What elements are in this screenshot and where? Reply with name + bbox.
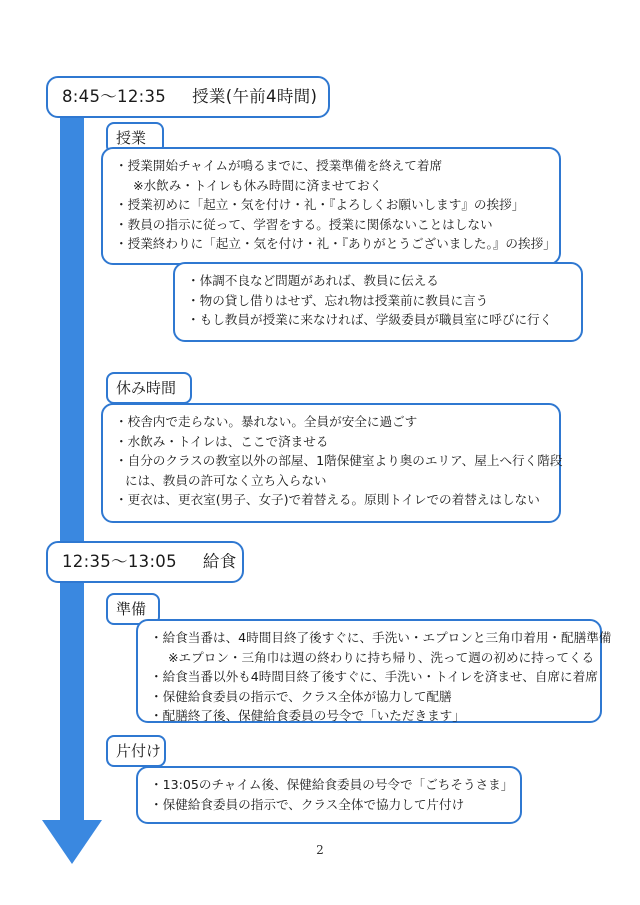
- rule-line: ・授業終わりに「起立・気を付け・礼・『ありがとうございました。』の挨拶」: [115, 236, 556, 251]
- period-morning: [46, 76, 330, 118]
- period-label: 給食: [202, 552, 237, 571]
- section-title-junbi: 準備: [106, 593, 160, 625]
- rule-note: ※水飲み・トイレも休み時間に済ませておく: [133, 177, 383, 193]
- rule-line: ・物の貸し借りはせず、忘れ物は授業前に教員に言う: [187, 292, 489, 308]
- rule-line: ・教員の指示に従って、学習をする。授業に関係ないことはしない: [115, 216, 493, 232]
- yasumi-rules: [101, 403, 561, 523]
- jugyo-extra-rules: [173, 262, 583, 342]
- rule-line: ・校舎内で走らない。暴れない。全員が安全に過ごす: [115, 414, 418, 429]
- jugyo-rules: [101, 147, 561, 265]
- rule-line: ・保健給食委員の指示で、クラス全体が協力して配膳: [150, 688, 452, 704]
- rule-line: ・水飲み・トイレは、ここで済ませる: [115, 433, 329, 449]
- section-title-jugyo: 授業: [106, 122, 164, 154]
- period-time: 12:35～13:05: [62, 552, 177, 571]
- rule-note: ※エプロン・三角巾は週の終わりに持ち帰り、洗って週の初めに持ってくる: [168, 649, 595, 665]
- period-label: 授業(午前4時間): [192, 87, 318, 106]
- period-lunch: [46, 541, 244, 583]
- rule-line: ・給食当番は、4時間目終了後すぐに、手洗い・エプロンと三角巾着用・配膳準備: [150, 630, 612, 645]
- rule-line: ・13:05のチャイム後、保健給食委員の号令で「ごちそうさま」: [150, 777, 514, 792]
- page-number: 2: [316, 843, 324, 857]
- rule-line: ・保健給食委員の指示で、クラス全体で協力して片付け: [150, 796, 465, 812]
- rule-line: ・授業初めに「起立・気を付け・礼・『よろしくお願いします』の挨拶」: [115, 197, 525, 212]
- section-title-yasumi: 休み時間: [106, 372, 192, 404]
- rule-line: ・給食当番以外も4時間目終了後すぐに、手洗い・トイレを済ませ、自席に着席: [150, 669, 598, 684]
- rule-line: ・更衣は、更衣室(男子、女子)で着替える。原則トイレでの着替えはしない: [115, 492, 540, 507]
- section-title-katazuke: 片付け: [106, 735, 166, 767]
- rule-line-continued: には、教員の許可なく立ち入らない: [125, 472, 327, 488]
- junbi-rules: [136, 619, 612, 723]
- katazuke-rules: [136, 766, 522, 824]
- rule-line: ・配膳終了後、保健給食委員の号令で「いただきます」: [150, 708, 465, 723]
- rule-line: ・体調不良など問題があれば、教員に伝える: [187, 273, 439, 288]
- timeline-arrow: [40, 112, 104, 872]
- rule-line: ・授業開始チャイムが鳴るまでに、授業準備を終えて着席: [115, 158, 443, 173]
- rule-line: ・自分のクラスの教室以外の部屋、1階保健室より奥のエリア、屋上へ行く階段: [115, 453, 563, 468]
- period-time: 8:45～12:35: [62, 87, 167, 106]
- rule-line: ・もし教員が授業に来なければ、学級委員が職員室に呼びに行く: [187, 312, 553, 327]
